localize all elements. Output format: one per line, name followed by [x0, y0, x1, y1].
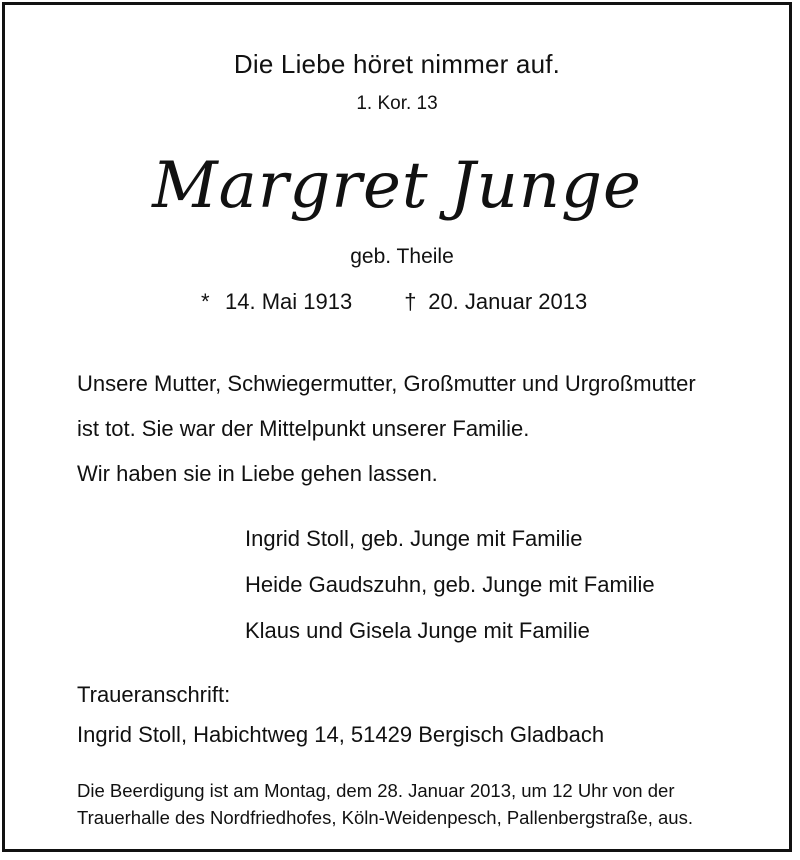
funeral-line: Die Beerdigung ist am Montag, dem 28. Januar 2013, um 12 Uhr von der: [77, 780, 675, 801]
message-line: Unsere Mutter, Schwiegermutter, Großmutter und Urgroßmutter: [77, 371, 696, 396]
address-label: Traueranschrift:: [77, 682, 231, 707]
maiden-name: geb. Theile: [350, 245, 454, 268]
birth-date: 14. Mai 1913: [225, 289, 353, 314]
mourning-address: [77, 675, 604, 755]
deceased-name: Margret Junge: [152, 149, 642, 223]
signer: Heide Gaudszuhn, geb. Junge mit Familie: [245, 572, 655, 597]
death-symbol: †: [404, 289, 417, 314]
motto: Die Liebe höret nimmer auf.: [233, 49, 561, 79]
birth-symbol: *: [201, 289, 210, 314]
life-dates: [201, 289, 587, 315]
signer: Klaus und Gisela Junge mit Familie: [245, 618, 590, 643]
funeral-line: Trauerhalle des Nordfriedhofes, Köln-Weidenpesch, Pallenbergstraße, aus.: [77, 807, 693, 828]
message-line: ist tot. Sie war der Mittelpunkt unserer Familie.: [77, 416, 530, 441]
address-text: Ingrid Stoll, Habichtweg 14, 51429 Bergisch Gladbach: [77, 722, 605, 747]
death-date: 20. Januar 2013: [428, 289, 588, 314]
motto-reference: 1. Kor. 13: [356, 93, 438, 114]
message-line: Wir haben sie in Liebe gehen lassen.: [77, 461, 438, 486]
message-paragraph: [77, 361, 696, 496]
obituary-frame: [2, 2, 792, 852]
signer: Ingrid Stoll, geb. Junge mit Familie: [245, 526, 583, 551]
funeral-info: [77, 777, 777, 831]
signers-list: [245, 516, 655, 654]
